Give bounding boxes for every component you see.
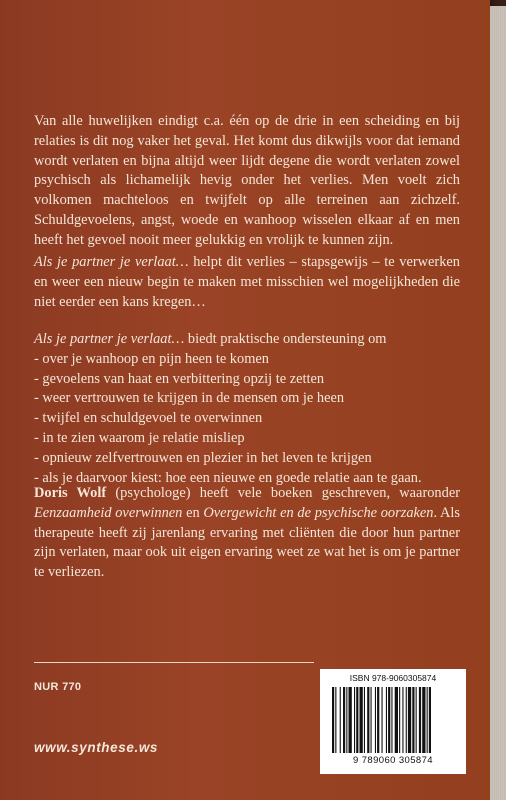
description-paragraph: Van alle huwelijken eindigt c.a. één op de drie in een scheiding en bij relaties is dit nog vaker het geval. Het komt dus dikwijls voor dat iemand wordt verlaten en bijna altijd weer lijdt degene die wordt verlaten zowel psychisch als lichamelijk hevig onder het verlies. Men voelt zich volkomen machteloos en twijfelt op alle terreinen aan zichzelf. Schuldgevoelens, angst, woede en wanhoop wisselen elkaar af en men heeft het gevoel nooit meer gelukkig en vrolijk te kunnen zijn.: [34, 113, 460, 248]
list-item: - als je daarvoor kiest: hoe een nieuwe en goede relatie aan te gaan.: [34, 469, 460, 489]
website-url: www.synthese.ws: [34, 740, 159, 755]
support-intro: [34, 330, 460, 350]
list-item: - gevoelens van haat en verbittering opzij te zetten: [34, 370, 460, 390]
author-bio-rest: . Als therapeute heeft zij jarenlang ervaring met cliënten die door hun partner zijn verlaten, maar ook uit eigen ervaring weet ze wat het is om je partner te verliezen.: [34, 504, 461, 581]
author-bio-connector: en: [182, 504, 204, 521]
barcode: [320, 669, 466, 774]
support-intro-text: biedt praktische ondersteuning om: [184, 331, 387, 347]
intro-text: helpt dit verlies – stapsgewijs – te verwerken en weer een nieuw begin te maken met misschien wel mogelijkheden die niet eerder een kans kregen…: [34, 254, 460, 310]
author-bio-text: (psychologe) heeft vele boeken geschreven, waaronder: [106, 485, 461, 501]
list-item: - over je wanhoop en pijn heen te komen: [34, 350, 460, 370]
isbn-label: ISBN 978-9060305874: [349, 673, 437, 683]
intro-paragraph: [34, 253, 460, 312]
nur-code: NUR 770: [34, 681, 82, 693]
list-item: - weer vertrouwen te krijgen in de mensen om je heen: [34, 389, 460, 409]
support-list: [34, 350, 460, 489]
list-item: - twijfel en schuldgevoel te overwinnen: [34, 409, 460, 429]
divider-line: [34, 662, 314, 663]
list-item: - in te zien waarom je relatie misliep: [34, 429, 460, 449]
book-title-1: Eenzaamheid overwinnen: [34, 504, 183, 521]
page-edges: [490, 6, 506, 800]
author-bio: [34, 484, 460, 583]
barcode-digits: 9 789060 305874: [353, 755, 433, 766]
support-section: [34, 330, 460, 488]
list-item: - opnieuw zelfvertrouwen en plezier in het leven te krijgen: [34, 449, 460, 469]
barcode-bars: [330, 687, 458, 753]
book-title-italic: Als je partner je verlaat…: [34, 254, 189, 270]
book-title-italic: Als je partner je verlaat…: [34, 331, 185, 347]
book-title-2: Overgewicht en de psychische oorzaken: [203, 504, 434, 521]
author-name: Doris Wolf: [34, 485, 107, 501]
